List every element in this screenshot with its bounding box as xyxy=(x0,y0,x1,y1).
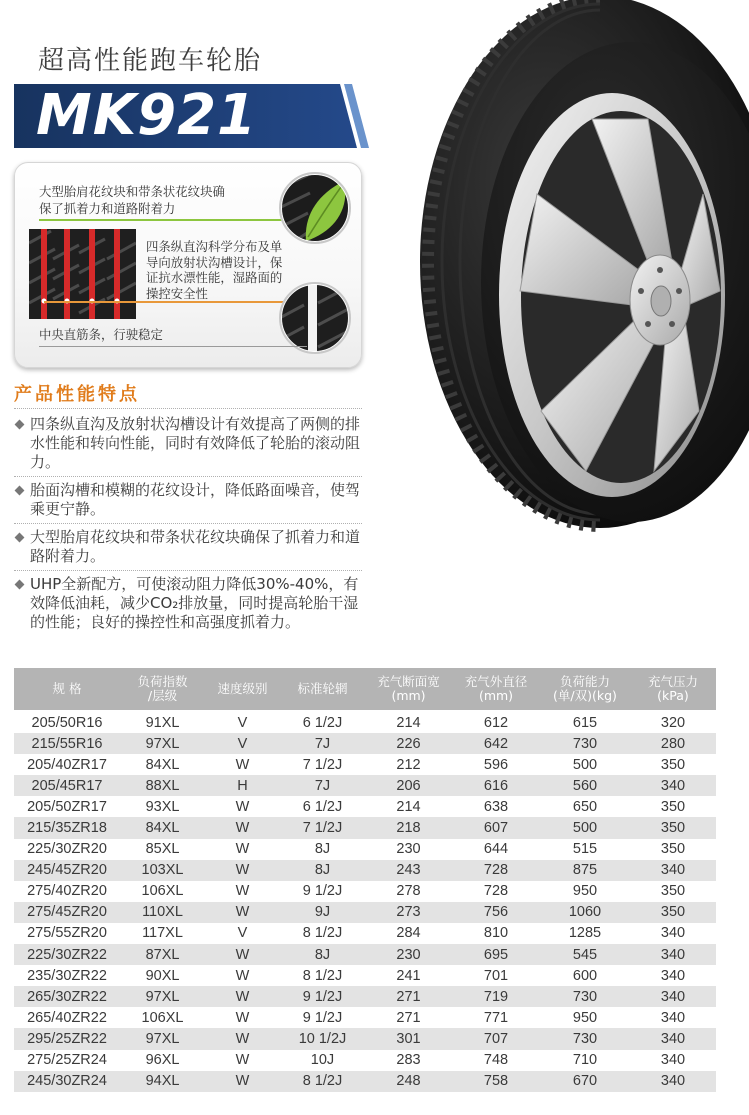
table-cell: 350 xyxy=(660,798,686,815)
table-cell: 295/25ZR22 xyxy=(27,1030,107,1047)
table-cell: 91XL xyxy=(145,714,180,731)
diamond-bullet-icon xyxy=(15,419,25,429)
table-cell: 340 xyxy=(660,777,686,794)
table-cell: 273 xyxy=(396,904,421,921)
table-header-text: 充气压力 xyxy=(647,673,698,689)
table-cell: 500 xyxy=(572,820,598,837)
table-cell: 97XL xyxy=(145,1030,180,1047)
table-cell: 515 xyxy=(572,841,598,858)
table-header-text: 充气断面宽 xyxy=(377,673,440,689)
table-cell: W xyxy=(235,1009,250,1026)
table-cell: 265/40ZR22 xyxy=(27,1009,107,1026)
table-cell: 275/40ZR20 xyxy=(27,883,107,900)
table-cell: 106XL xyxy=(141,1009,184,1026)
table-cell: 670 xyxy=(572,1073,598,1090)
table-cell: 248 xyxy=(396,1073,421,1090)
table-cell: V xyxy=(237,925,248,942)
shoulder-leader-line xyxy=(39,219,301,221)
table-row xyxy=(14,965,716,986)
groove-design-callout xyxy=(146,239,282,301)
table-cell: 340 xyxy=(660,967,686,984)
table-cell: 340 xyxy=(660,946,686,963)
table-cell: 205/45R17 xyxy=(31,777,103,794)
table-cell: 607 xyxy=(483,820,509,837)
table-cell: 340 xyxy=(660,1030,686,1047)
table-cell: 212 xyxy=(396,756,421,773)
table-cell: 350 xyxy=(660,841,686,858)
table-cell: 695 xyxy=(483,946,509,963)
table-cell: 8J xyxy=(314,841,331,858)
table-row xyxy=(14,775,716,796)
performance-divider xyxy=(14,408,362,409)
table-header-text: (mm) xyxy=(478,688,514,703)
shoulder-tread-closeup xyxy=(278,171,352,245)
table-row xyxy=(14,1028,716,1049)
table-cell: 88XL xyxy=(145,777,180,794)
table-cell: 596 xyxy=(483,756,509,773)
table-header-cell xyxy=(365,668,452,710)
table-row xyxy=(14,1050,716,1071)
table-cell: 1060 xyxy=(568,904,602,921)
table-cell: 97XL xyxy=(145,988,180,1005)
table-cell: 350 xyxy=(660,756,686,773)
table-cell: 215/35ZR18 xyxy=(27,820,107,837)
table-cell: W xyxy=(235,862,250,879)
table-cell: 748 xyxy=(483,1052,509,1069)
table-header-text: (kPa) xyxy=(657,688,689,703)
table-header-cell xyxy=(280,668,365,710)
table-cell: 230 xyxy=(396,841,421,858)
table-cell: 730 xyxy=(572,988,598,1005)
table-cell: 8J xyxy=(314,862,331,879)
table-cell: 225/30ZR22 xyxy=(27,946,107,963)
table-cell: 84XL xyxy=(145,756,180,773)
table-cell: 340 xyxy=(660,862,686,879)
table-cell: 875 xyxy=(572,862,598,879)
table-cell: 612 xyxy=(483,714,509,731)
table-cell: 340 xyxy=(660,1073,686,1090)
table-cell: 756 xyxy=(483,904,509,921)
table-cell: 730 xyxy=(572,735,598,752)
table-header-cell xyxy=(540,668,630,710)
table-cell: 214 xyxy=(396,798,421,815)
table-row xyxy=(14,881,716,902)
table-cell: 85XL xyxy=(145,841,180,858)
table-cell: 10 1/2J xyxy=(298,1030,347,1047)
feature-item-line: 胎面沟槽和模糊的花纹设计，降低路面噪音，使驾 xyxy=(30,480,361,499)
table-cell: 93XL xyxy=(145,798,180,815)
table-cell: W xyxy=(235,946,250,963)
groove-callout-line: 四条纵直沟科学分布及单 xyxy=(146,239,283,254)
table-cell: W xyxy=(235,798,250,815)
table-cell: 275/55ZR20 xyxy=(27,925,107,942)
table-cell: 8 1/2J xyxy=(302,967,343,984)
table-cell: 230 xyxy=(396,946,421,963)
table-cell: 728 xyxy=(483,862,509,879)
table-cell: 278 xyxy=(396,883,421,900)
table-cell: 265/30ZR22 xyxy=(27,988,107,1005)
table-row xyxy=(14,944,716,965)
table-cell: W xyxy=(235,756,250,773)
table-cell: 6 1/2J xyxy=(302,798,343,815)
feature-item-text xyxy=(30,528,362,566)
table-row xyxy=(14,733,716,754)
table-cell: 8 1/2J xyxy=(302,1073,343,1090)
table-cell: 110XL xyxy=(142,904,183,921)
diamond-bullet-icon xyxy=(15,485,25,495)
feature-item-line: UHP全新配方，可使滚动阻力降低30%-40%，有 xyxy=(30,574,359,593)
diamond-bullet-icon xyxy=(15,532,25,542)
table-cell: 245/45ZR20 xyxy=(27,862,107,879)
table-header-cell xyxy=(452,668,540,710)
table-cell: 644 xyxy=(483,841,509,858)
product-subtitle: 超高性能跑车轮胎 xyxy=(38,46,263,76)
table-cell: 226 xyxy=(396,735,421,752)
table-cell: 275/45ZR20 xyxy=(27,904,107,921)
table-cell: 84XL xyxy=(145,820,180,837)
table-cell: 205/50R16 xyxy=(31,714,103,731)
table-cell: H xyxy=(237,777,248,794)
table-cell: 8J xyxy=(314,946,331,963)
feature-item-line: 路附着力。 xyxy=(30,546,106,565)
table-header-text: 充气外直径 xyxy=(464,673,528,689)
table-cell: 719 xyxy=(483,988,509,1005)
table-cell: 9 1/2J xyxy=(302,1009,343,1026)
performance-heading: 产品性能特点 xyxy=(14,384,140,405)
feature-item-text xyxy=(30,481,362,519)
feature-item xyxy=(14,571,362,636)
table-row xyxy=(14,923,716,944)
table-cell: 350 xyxy=(660,904,686,921)
table-cell: 950 xyxy=(572,1009,598,1026)
table-header-text: (单/双)(kg) xyxy=(553,688,617,703)
shoulder-block-callout xyxy=(39,183,225,217)
table-cell: 215/55R16 xyxy=(31,735,103,752)
table-cell: 350 xyxy=(660,820,686,837)
groove-callout-line: 证抗水漂性能，湿路面的 xyxy=(146,270,283,285)
table-row xyxy=(14,796,716,817)
table-cell: W xyxy=(235,820,250,837)
table-cell: 810 xyxy=(483,925,509,942)
table-cell: 283 xyxy=(396,1052,421,1069)
feature-item-text xyxy=(30,415,362,472)
tread-pattern-image xyxy=(29,229,136,319)
feature-item xyxy=(14,411,362,477)
feature-item-line: 的性能；良好的操控性和高强度抓着力。 xyxy=(30,612,301,631)
table-header-text: 负荷能力 xyxy=(559,673,610,689)
table-cell: 728 xyxy=(483,883,509,900)
table-cell: V xyxy=(237,735,248,752)
table-cell: W xyxy=(235,967,250,984)
table-cell: 9 1/2J xyxy=(302,883,343,900)
center-rib-leader-line xyxy=(39,346,307,347)
table-cell: 271 xyxy=(396,988,421,1005)
groove-leader-line xyxy=(44,301,294,303)
table-cell: 8 1/2J xyxy=(302,925,343,942)
center-rib-closeup xyxy=(278,281,352,355)
table-cell: V xyxy=(237,714,248,731)
diamond-bullet-icon xyxy=(15,579,25,589)
table-row xyxy=(14,839,716,860)
feature-item-line: 水性能和转向性能，同时有效降低了轮胎的滚动阻 xyxy=(30,433,361,452)
table-header-text: 负荷指数 xyxy=(137,673,188,689)
table-cell: 10J xyxy=(310,1052,335,1069)
table-cell: W xyxy=(235,1073,250,1090)
table-cell: 1285 xyxy=(568,925,602,942)
table-header-row xyxy=(14,668,716,710)
table-cell: 9J xyxy=(314,904,331,921)
table-row xyxy=(14,817,716,838)
feature-item xyxy=(14,477,362,524)
table-cell: 730 xyxy=(572,1030,598,1047)
table-cell: 103XL xyxy=(141,862,184,879)
table-cell: 638 xyxy=(483,798,509,815)
table-header-text: 规 格 xyxy=(52,680,82,696)
table-row xyxy=(14,712,716,733)
table-row xyxy=(14,754,716,775)
table-body xyxy=(14,712,716,1092)
table-cell: 7 1/2J xyxy=(302,756,343,773)
table-cell: 117XL xyxy=(142,925,183,942)
table-cell: 241 xyxy=(396,967,421,984)
table-cell: 106XL xyxy=(141,883,184,900)
table-cell: 616 xyxy=(483,777,509,794)
table-cell: W xyxy=(235,988,250,1005)
table-cell: 600 xyxy=(572,967,598,984)
table-cell: 280 xyxy=(660,735,686,752)
table-cell: 758 xyxy=(483,1073,509,1090)
table-cell: 205/50ZR17 xyxy=(27,798,107,815)
table-row xyxy=(14,902,716,923)
table-cell: 771 xyxy=(483,1009,509,1026)
feature-item-line: 效降低油耗，减少CO₂排放量，同时提高轮胎干湿 xyxy=(30,593,359,612)
table-cell: 97XL xyxy=(145,735,180,752)
table-cell: 340 xyxy=(660,1009,686,1026)
table-cell: 96XL xyxy=(145,1052,180,1069)
table-cell: 9 1/2J xyxy=(302,988,343,1005)
table-row xyxy=(14,1007,716,1028)
table-cell: 214 xyxy=(396,714,421,731)
table-row xyxy=(14,1071,716,1092)
table-header-text: 速度级别 xyxy=(217,680,268,696)
table-cell: W xyxy=(235,841,250,858)
spec-table xyxy=(14,668,716,1092)
groove-callout-line: 导向放射状沟槽设计，保 xyxy=(146,254,283,270)
table-cell: 225/30ZR20 xyxy=(27,841,107,858)
table-cell: 206 xyxy=(396,777,421,794)
table-cell: 650 xyxy=(572,798,598,815)
feature-item xyxy=(14,524,362,571)
performance-list xyxy=(14,411,362,636)
table-cell: 7J xyxy=(314,777,331,794)
shoulder-callout-line: 大型胎肩花纹块和带条状花纹块确 xyxy=(39,184,225,199)
table-cell: 707 xyxy=(483,1030,509,1047)
table-header-text: /层级 xyxy=(147,688,178,703)
center-rib-callout: 中央直筋条，行驶稳定 xyxy=(39,327,163,342)
shoulder-callout-line: 保了抓着力和道路附着力 xyxy=(39,201,176,216)
table-cell: 90XL xyxy=(145,967,180,984)
groove-callout-line: 操控安全性 xyxy=(146,285,208,301)
tread-feature-panel xyxy=(14,162,362,368)
table-header-cell xyxy=(14,668,120,710)
table-cell: 320 xyxy=(660,714,686,731)
table-cell: 545 xyxy=(572,946,598,963)
table-cell: 271 xyxy=(396,1009,421,1026)
table-cell: 710 xyxy=(572,1052,598,1069)
feature-item-line: 四条纵直沟及放射状沟槽设计有效提高了两侧的排 xyxy=(30,414,361,433)
table-cell: 218 xyxy=(396,820,421,837)
table-cell: 350 xyxy=(660,883,686,900)
table-row xyxy=(14,860,716,881)
table-header-cell xyxy=(630,668,716,710)
table-cell: 340 xyxy=(660,1052,686,1069)
table-cell: 701 xyxy=(483,967,509,984)
table-cell: 275/25ZR24 xyxy=(27,1052,107,1069)
table-cell: W xyxy=(235,883,250,900)
table-header-text: (mm) xyxy=(391,688,426,703)
table-cell: 7 1/2J xyxy=(302,820,343,837)
feature-item-line: 大型胎肩花纹块和带条状花纹块确保了抓着力和道 xyxy=(30,527,361,546)
table-cell: 284 xyxy=(396,925,421,942)
tire-image xyxy=(395,0,749,535)
table-cell: 235/30ZR22 xyxy=(27,967,107,984)
model-name: MK921 xyxy=(36,83,258,148)
feature-item-line: 乘更宁静。 xyxy=(30,499,106,518)
table-cell: 615 xyxy=(572,714,598,731)
table-cell: W xyxy=(235,904,250,921)
feature-item-line: 力。 xyxy=(30,452,61,471)
table-cell: 87XL xyxy=(145,946,180,963)
table-cell: 950 xyxy=(572,883,598,900)
table-cell: 7J xyxy=(314,735,331,752)
feature-item-text xyxy=(30,575,362,632)
table-cell: 340 xyxy=(660,988,686,1005)
table-cell: 642 xyxy=(483,735,509,752)
table-cell: 560 xyxy=(572,777,598,794)
table-row xyxy=(14,986,716,1007)
table-header-cell xyxy=(120,668,205,710)
table-cell: W xyxy=(235,1030,250,1047)
table-cell: 6 1/2J xyxy=(302,714,343,731)
table-cell: 94XL xyxy=(145,1073,180,1090)
table-cell: 243 xyxy=(396,862,421,879)
table-header-cell xyxy=(205,668,280,710)
table-cell: 245/30ZR24 xyxy=(27,1073,107,1090)
table-cell: 500 xyxy=(572,756,598,773)
table-cell: 301 xyxy=(396,1030,421,1047)
table-cell: W xyxy=(235,1052,250,1069)
table-cell: 205/40ZR17 xyxy=(27,756,107,773)
table-header-text: 标准轮辋 xyxy=(297,680,348,696)
table-cell: 340 xyxy=(660,925,686,942)
